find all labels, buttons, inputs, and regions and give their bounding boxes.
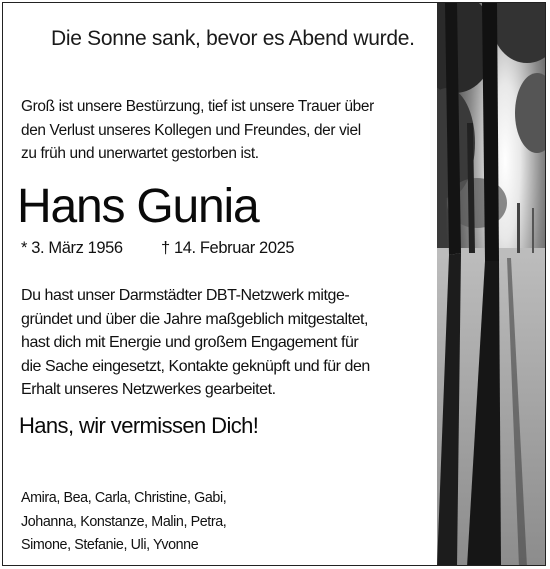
intro-paragraph (21, 95, 426, 166)
intro-line: den Verlust unseres Kollegen und Freundes, der viel (21, 121, 361, 139)
farewell-line: Hans, wir vermissen Dich! (19, 413, 259, 438)
tribute-line: Erhalt unseres Netzwerkes gearbeitet. (21, 381, 276, 398)
tribute-line: hast dich mit Energie und großem Engagement für (21, 334, 359, 351)
birth-date: * 3. März 1956 (21, 239, 123, 257)
life-dates (21, 239, 431, 263)
tribute-line: die Sache eingesetzt, Kontakte geknüpft und für den (21, 357, 370, 375)
deceased-name: Hans Gunia (17, 180, 259, 233)
intro-line: Groß ist unsere Bestürzung, tief ist unsere Trauer über (21, 98, 374, 115)
headline-quote: Die Sonne sank, bevor es Abend wurde. (51, 27, 415, 50)
tribute-line: gründet und über die Jahre maßgeblich mitgestaltet, (21, 310, 369, 328)
signers-line: Johanna, Konstanze, Malin, Petra, (21, 513, 227, 530)
tribute-line: Du hast unser Darmstädter DBT-Netzwerk mitge- (21, 287, 350, 304)
text-column (3, 3, 435, 565)
intro-line: zu früh und unerwartet gestorben ist. (21, 145, 259, 162)
signers-list (21, 487, 321, 558)
park-trees-photo (437, 3, 546, 565)
signers-line: Simone, Stefanie, Uli, Yvonne (21, 537, 199, 553)
tribute-paragraph (21, 284, 431, 402)
signers-line: Amira, Bea, Carla, Christine, Gabi, (21, 490, 227, 506)
park-trees-image (437, 3, 546, 566)
obituary-notice (2, 2, 546, 566)
death-date: † 14. Februar 2025 (161, 239, 295, 257)
